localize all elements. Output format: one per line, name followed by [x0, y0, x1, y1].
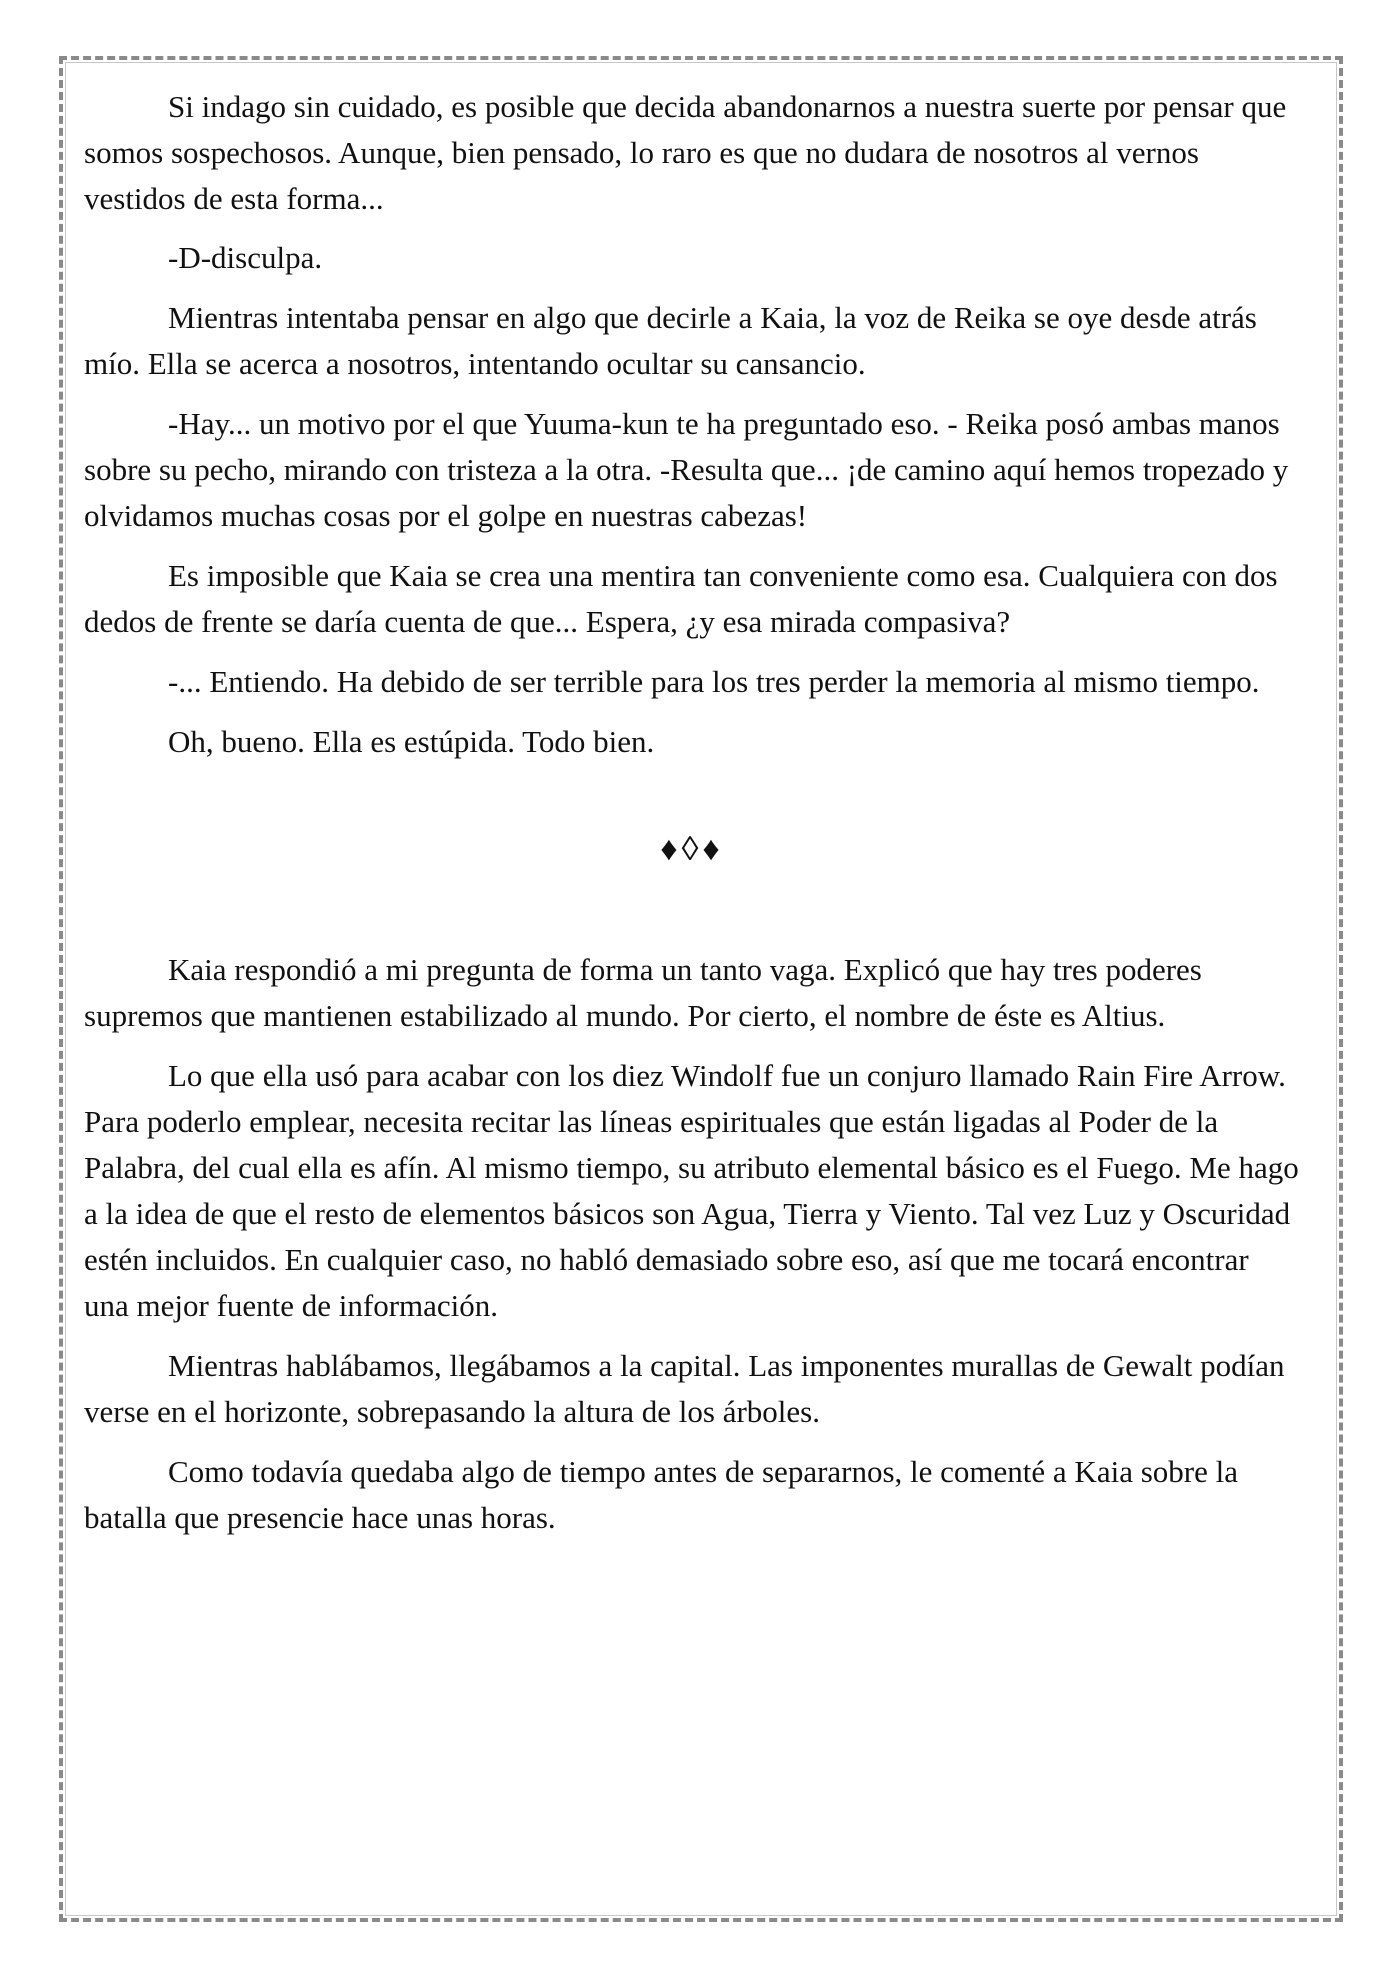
paragraph-9: Lo que ella usó para acabar con los diez Windolf fue un conjuro llamado Rain Fire Arrow. Para poderlo emplear, necesita recitar las líneas espirituales que están ligadas al Poder de la Palabra, del cual ella es afín. Al mismo tiempo, su atributo elemental básico es el Fuego. Me hago a la idea de que el resto de elementos básicos son Agua, Tierra y Viento. Tal vez Luz y Oscuridad estén incluidos. En cualquier caso, no habló demasiado sobre eso, así que me tocará encontrar una mejor fuente de información. — [84, 1058, 1299, 1323]
paragraph-11: Como todavía quedaba algo de tiempo antes de separarnos, le comenté a Kaia sobre la batalla que presencie hace unas horas. — [84, 1454, 1238, 1535]
paragraph-6: -... Entiendo. Ha debido de ser terrible para los tres perder la memoria al mismo tiempo. — [168, 664, 1260, 699]
paragraph-5: Es imposible que Kaia se crea una mentira tan conveniente como esa. Cualquiera con dos dedos de frente se daría cuenta de que... Espera, ¿y esa mirada compasiva? — [84, 558, 1278, 639]
paragraph-10: Mientras hablábamos, llegábamos a la capital. Las imponentes murallas de Gewalt podían verse en el horizonte, sobrepasando la altura de los árboles. — [84, 1348, 1285, 1429]
paragraph-3: Mientras intentaba pensar en algo que decirle a Kaia, la voz de Reika se oye desde atrás mío. Ella se acerca a nosotros, intentando ocultar su cansancio. — [84, 300, 1257, 381]
paragraph-7: Oh, bueno. Ella es estúpida. Todo bien. — [168, 724, 655, 759]
paragraph-8: Kaia respondió a mi pregunta de forma un tanto vaga. Explicó que hay tres poderes supremos que mantienen estabilizado al mundo. Por cierto, el nombre de éste es Altius. — [84, 952, 1202, 1033]
paragraph-4: -Hay... un motivo por el que Yuuma-kun te ha preguntado eso. - Reika posó ambas manos sobre su pecho, mirando con tristeza a la otra. -Resulta que... ¡de camino aquí hemos tropezado y olvidamos muchas cosas por el golpe en nuestras cabezas! — [84, 406, 1289, 533]
paragraph-2: -D-disculpa. — [168, 240, 323, 275]
paragraph-1: Si indago sin cuidado, es posible que decida abandonarnos a nuestra suerte por pensar que somos sospechosos. Aunque, bien pensado, lo raro es que no dudara de nosotros al vernos vestidos de esta forma... — [84, 89, 1287, 216]
scene-separator: ♦◊♦ — [660, 831, 724, 868]
page-content — [84, 84, 1300, 1541]
